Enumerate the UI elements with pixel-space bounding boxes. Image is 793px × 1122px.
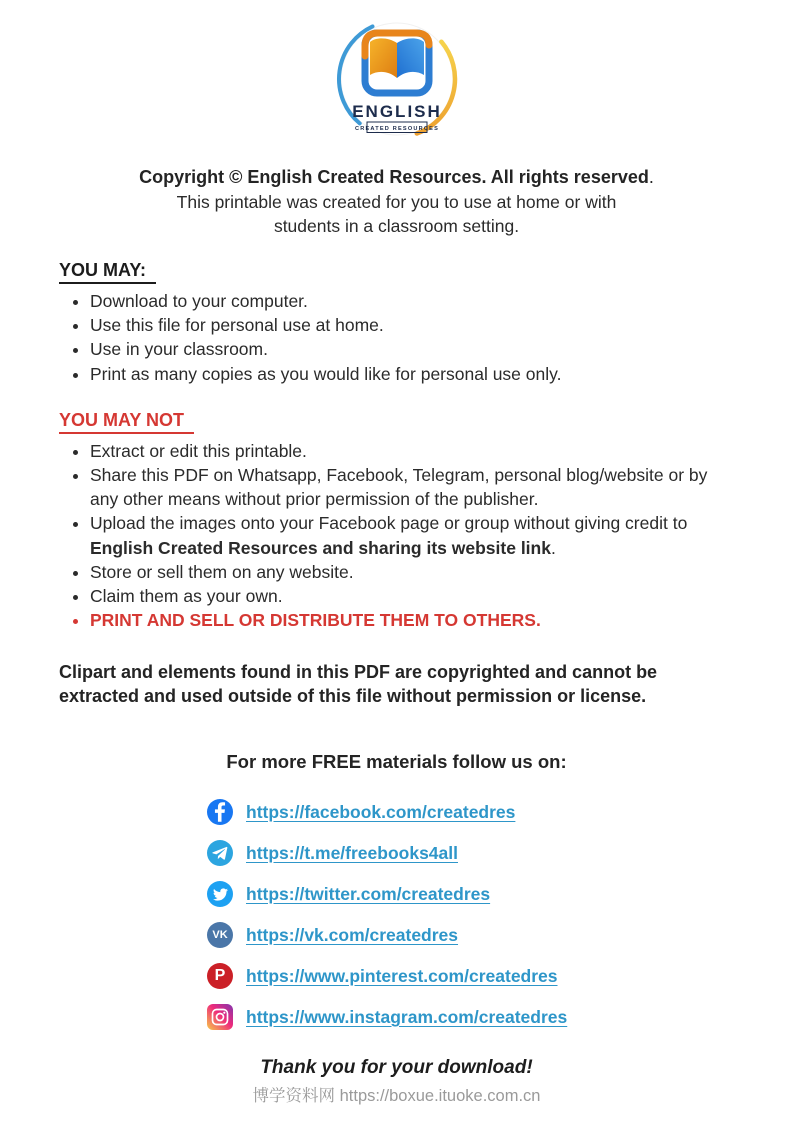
copyright-block — [0, 165, 793, 238]
vk-icon-glyph: VK — [212, 928, 228, 941]
clipart-notice-line: Clipart and elements found in this PDF are copyrighted and cannot be — [59, 662, 658, 683]
copyright-title-period: . — [648, 167, 654, 187]
list-item: • Use in your classroom. — [90, 337, 735, 361]
watermark-text: 博学资料网 https://boxue.ituoke.com.cn — [252, 1087, 541, 1106]
list-item: • Extract or edit this printable. — [90, 439, 735, 463]
telegram-link[interactable] — [207, 840, 458, 866]
list-item-text: . — [550, 537, 556, 558]
you-may-section — [59, 259, 735, 386]
facebook-url[interactable]: https://facebook.com/createdres — [246, 801, 516, 822]
vk-link[interactable] — [207, 922, 458, 948]
clipart-notice — [59, 660, 735, 708]
thank-you-message: Thank you for your download! — [260, 1057, 533, 1079]
list-item-warning: • PRINT AND SELL OR DISTRIBUTE THEM TO OTHERS. — [90, 608, 735, 632]
facebook-link[interactable] — [207, 799, 515, 825]
you-may-not-section — [59, 409, 735, 633]
copyright-title-text: Copyright © English Created Resources. All rights reserved — [139, 167, 649, 187]
facebook-icon — [207, 799, 233, 825]
you-may-heading: YOU MAY: — [59, 259, 156, 284]
twitter-icon — [207, 881, 233, 907]
logo-wordmark: ENGLISH — [351, 102, 442, 121]
list-item — [90, 511, 735, 559]
pinterest-icon — [207, 963, 233, 989]
list-item-text: Upload the images onto your Facebook page or group without giving credit to — [90, 513, 688, 534]
copyright-body-line: This printable was created for you to use at home or with — [176, 192, 617, 212]
logo-subtext: CREATED RESOURCES — [354, 126, 439, 132]
pinterest-link[interactable] — [207, 963, 558, 989]
list-item: • Use this file for personal use at home. — [90, 313, 735, 337]
telegram-url[interactable]: https://t.me/freebooks4all — [246, 842, 458, 863]
pinterest-icon-glyph: P — [214, 967, 226, 985]
list-item: • Store or sell them on any website. — [90, 560, 735, 584]
telegram-icon — [207, 840, 233, 866]
instagram-url[interactable]: https://www.instagram.com/createdres — [246, 1006, 568, 1027]
list-item-bold-text: English Created Resources and sharing its website link — [90, 537, 551, 558]
copyright-title — [0, 165, 793, 190]
copyright-body-line: students in a classroom setting. — [273, 216, 520, 236]
social-links — [207, 799, 793, 1030]
instagram-link[interactable] — [207, 1004, 567, 1030]
list-item: • Claim them as your own. — [90, 584, 735, 608]
twitter-url[interactable]: https://twitter.com/createdres — [246, 883, 491, 904]
pinterest-url[interactable]: https://www.pinterest.com/createdres — [246, 965, 558, 986]
clipart-notice-line: extracted and used outside of this file without permission or license. — [59, 686, 647, 707]
you-may-list — [59, 289, 735, 386]
book-logo-icon — [322, 18, 472, 146]
brand-logo — [322, 18, 472, 151]
instagram-icon — [207, 1004, 233, 1030]
follow-us-heading: For more FREE materials follow us on: — [226, 751, 567, 773]
twitter-link[interactable] — [207, 881, 490, 907]
list-item: • Print as many copies as you would like for personal use only. — [90, 362, 735, 386]
vk-url[interactable]: https://vk.com/createdres — [246, 924, 459, 945]
you-may-not-heading: YOU MAY NOT — [59, 409, 194, 434]
vk-icon — [207, 922, 233, 948]
list-item: • Download to your computer. — [90, 289, 735, 313]
list-item: • Share this PDF on Whatsapp, Facebook, Telegram, personal blog/website or by any other means without prior permission of the publisher. — [90, 463, 735, 511]
you-may-not-list — [59, 439, 735, 633]
